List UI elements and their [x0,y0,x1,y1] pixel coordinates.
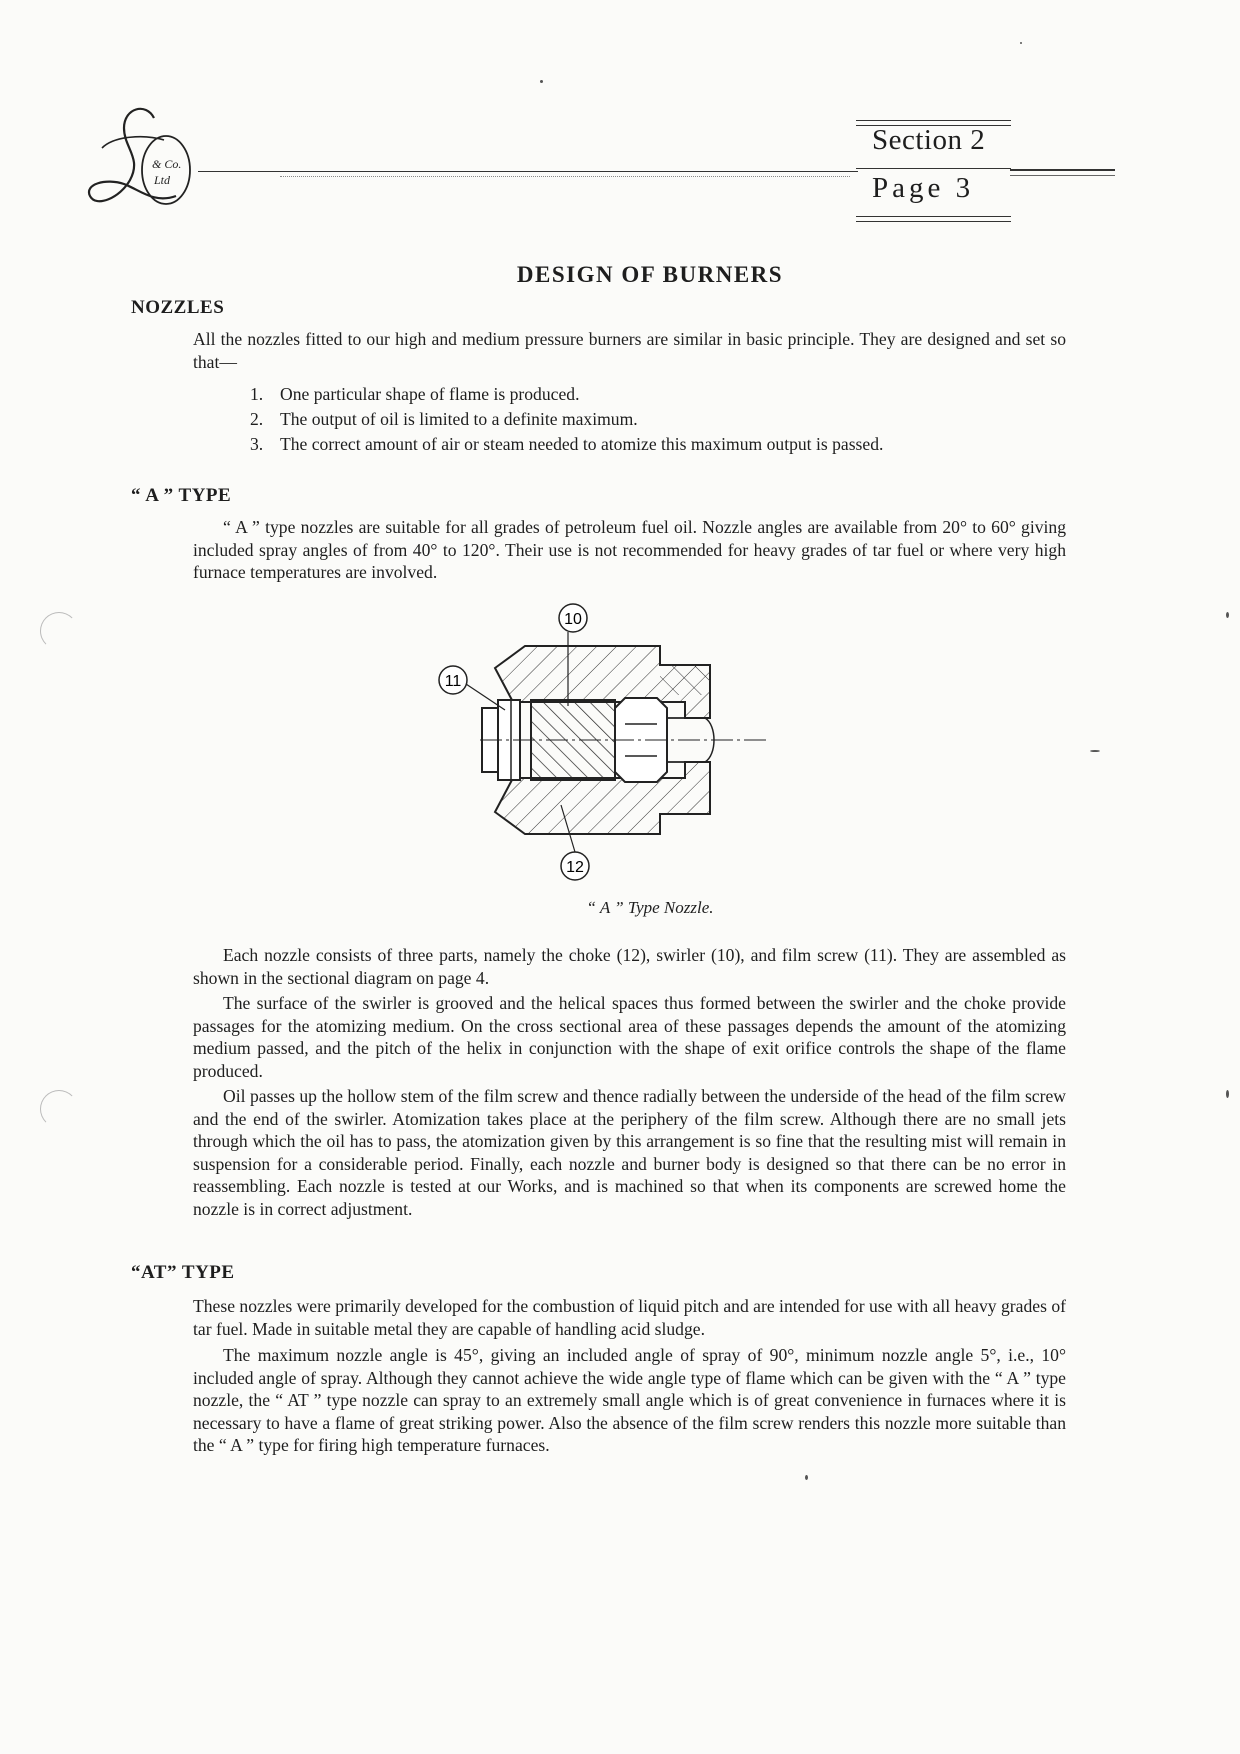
list-item [250,382,1070,407]
nozzles-intro: All the nozzles fitted to our high and medium pressure burners are similar in basic principle. They are designed and set so that— [193,329,1066,372]
heading-nozzles: NOZZLES [131,297,225,318]
a-type-paragraph-4: Oil passes up the hollow stem of the film screw and thence radially between the underside of the head of the film screw and the end of the swirler. Atomization takes place at the periphery of the film screw. Although there are no small jets through which the oil has to pass, the atomization given by this arrangement is so fine that the resulting mist will remain in suspension for a considerable period. Finally, each nozzle and burner body is designed so that there can be no error in reassembling. Each nozzle is tested at our Works, and is machined so that when its components are screwed home the nozzle is in correct adjustment. [193,1086,1066,1219]
logo-script-l-icon [84,100,204,225]
a-type-paragraph-3: The surface of the swirler is grooved and the helical spaces thus formed between the swirler and the choke provide passages for the atomizing medium. On the cross sectional area of these passages depends the amount of the atomizing medium passed, and the pitch of the helix in conjunction with the shape of exit orifice controls the shape of the flame produced. [193,993,1066,1081]
scan-speck [1226,612,1229,618]
a-type-paragraph-1: “ A ” type nozzles are suitable for all grades of petroleum fuel oil. Nozzle angles are available from 20° to 60° giving included spray angles of from 40° to 120°. Their use is not recommended for heavy grades of tar fuel or where very high furnace temperatures are involved. [193,517,1066,582]
logo-line1: & Co. [152,157,182,171]
section-number: Section 2 [872,124,986,156]
list-item-text: The correct amount of air or steam needed to atomize this maximum output is passed. [280,434,884,454]
header-rule [198,171,858,172]
list-item-text: The output of oil is limited to a definite maximum. [280,409,638,429]
list-item [250,407,1070,432]
company-logo [84,100,204,225]
box-bottom-rule [856,216,1011,217]
nozzle-sectional-diagram [425,600,785,895]
diagram-caption: “ A ” Type Nozzle. [586,898,714,917]
list-item-number: 1. [250,384,264,404]
scan-speck [805,1475,808,1480]
scan-speck [540,80,543,83]
header-rule-right-2 [1010,175,1115,176]
list-item [250,432,1070,457]
heading-at-type: “AT” TYPE [131,1262,235,1283]
label-swirler: 10 [564,611,582,628]
list-item-text: One particular shape of flame is produced. [280,384,580,404]
punch-hole-mark [40,1090,78,1128]
page-title: DESIGN OF BURNERS [516,262,784,287]
label-choke: 12 [566,859,584,876]
logo-line2: Ltd [154,173,171,187]
at-type-paragraph-2: The maximum nozzle angle is 45°, giving an included angle of spray of 90°, minimum nozzle angle 5°, i.e., 10° included angle of spray. Although they cannot achieve the wide angle type of flame which can be given with the “ A ” type nozzle, the “ AT ” type nozzle can spray to an extremely small angle which is of great convenience in furnaces where it is necessary to have a flame of great striking power. Also the absence of the film screw renders this nozzle more suitable than the “ A ” type for firing high temperature furnaces. [193,1345,1066,1455]
box-bottom-rule-2 [856,221,1011,222]
box-middle-rule [856,168,1011,169]
box-top-rule [856,120,1011,121]
page-number: Page 3 [872,172,975,204]
nozzles-list [250,382,1070,457]
header-rule-dotted [280,176,850,177]
heading-a-type: “ A ” TYPE [131,485,232,506]
a-type-nozzle-drawing [425,600,785,895]
scan-speck [1090,750,1100,752]
a-type-paragraph-2: Each nozzle consists of three parts, namely the choke (12), swirler (10), and film screw (11). They are assembled as shown in the sectional diagram on page 4. [193,945,1066,988]
list-item-number: 3. [250,434,264,454]
label-film-screw: 11 [444,673,462,690]
header-rule-right [1010,169,1115,171]
list-item-number: 2. [250,409,264,429]
at-type-paragraph-1: These nozzles were primarily developed for the combustion of liquid pitch and are intended for use with all heavy grades of tar fuel. Made in suitable metal they are capable of handling acid sludge. [193,1296,1066,1339]
punch-hole-mark [40,612,78,650]
scan-speck [1226,1090,1229,1098]
scan-speck [1020,42,1022,44]
section-page-box [856,120,1011,220]
